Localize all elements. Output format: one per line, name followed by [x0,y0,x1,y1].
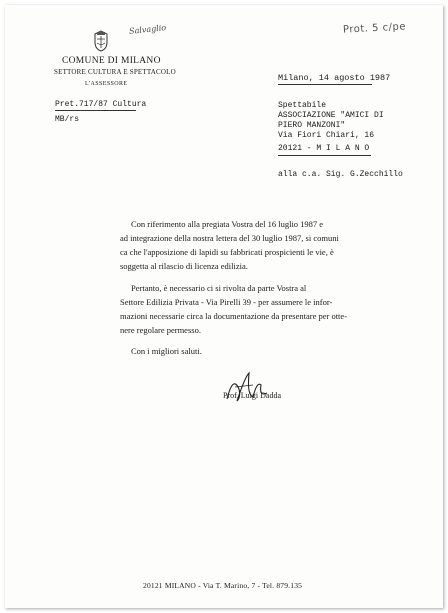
city-underline [278,155,371,156]
signatory-name: Prof. Luigi Dadda [223,391,281,400]
attention-line: alla c.a. Sig. G.Zecchillo [278,170,403,179]
recipient-line: ASSOCIAZIONE "AMICI DI [278,111,384,120]
handwritten-note-right: Prot. 5 c/pe [342,21,407,36]
handwritten-note-left: Salvaglio [128,23,167,36]
body-line: nere regolare permesso. [120,325,201,335]
recipient-city: 20121 - M I L A N O [278,144,370,153]
handwritten-signature [223,367,273,407]
assessore-heading: L'ASSESSORE [85,81,128,87]
letter-date: Milano, 14 agosto 1987 [278,73,391,83]
recipient-line: Spettabile [278,101,327,110]
body-line: soggetta al rilascio di licenza edilizia. [120,261,248,271]
body-line: ad integrazione della nostra lettera del 30 luglio 1987, si comuni [120,233,339,243]
body-line: mazioni necessarie circa la documentazione da presentare per otte- [120,311,348,321]
letter-page [5,5,443,608]
coat-of-arms-icon [92,29,110,53]
body-line: Pertanto, è necessario ci si rivolta da parte Vostra al [131,283,307,293]
protocol-underline [55,110,136,111]
protocol-number: Pret.717/87 Cultura [55,100,147,109]
reference-initials: MB/rs [55,115,80,124]
settore-heading: SETTORE CULTURA E SPETTACOLO [54,68,176,76]
body-line: Con riferimento alla pregiata Vostra del 16 luglio 1987 e [131,219,324,229]
comune-heading: COMUNE DI MILANO [62,56,161,66]
recipient-line: PIERO MANZONI" [278,121,346,130]
body-line: ca che l'apposizione di lapidi su fabbricati prospicienti le vie, è [120,247,334,257]
body-line: Settore Edilizia Privata - Via Pirelli 39 - per assumere le infor- [120,297,333,307]
date-underline [278,84,372,85]
footer-address: 20121 MILANO - Via T. Marino, 7 - Tel. 879.135 [143,581,303,590]
closing-line: Con i migliori saluti. [131,346,202,356]
recipient-line: Via Fiori Chiari, 16 [278,131,375,140]
